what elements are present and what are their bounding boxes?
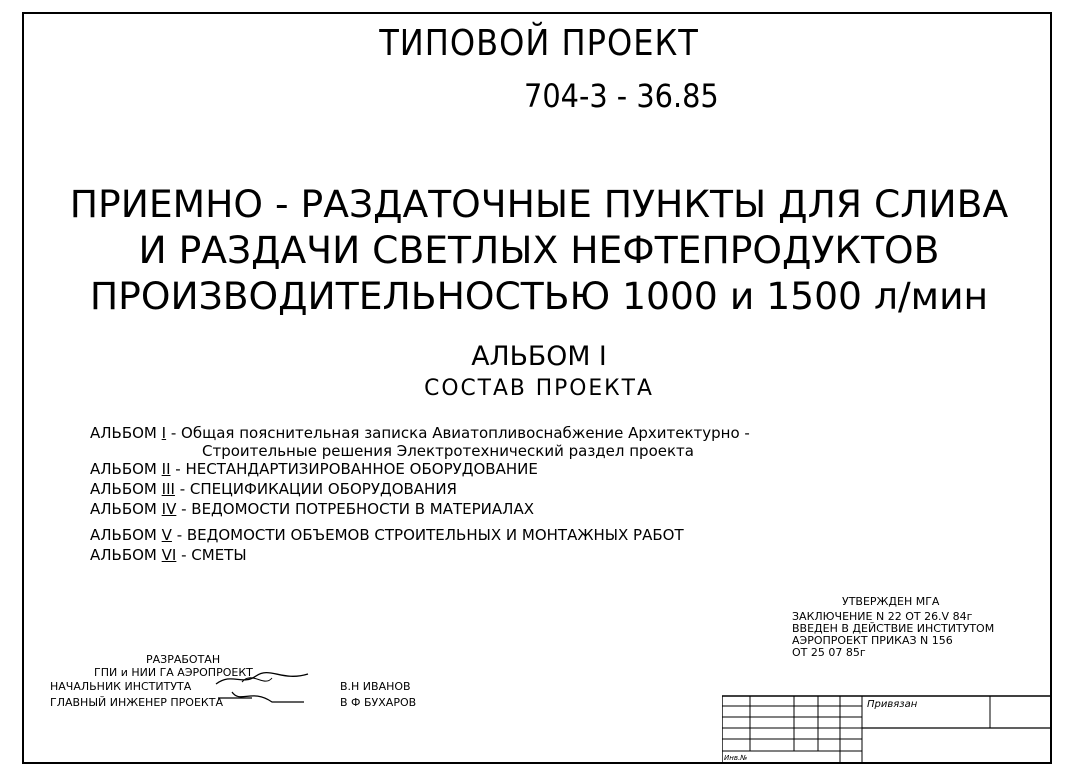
approval-line-1: УТВЕРЖДЕН МГА [842, 595, 940, 608]
project-code: 704-3 - 36.85 [524, 77, 719, 115]
album-number: V [161, 526, 172, 544]
album-prefix: АЛЬБОМ [90, 480, 157, 498]
album-prefix: АЛЬБОМ [90, 460, 157, 478]
album-heading: АЛЬБОМ I [471, 341, 607, 372]
developer-label: РАЗРАБОТАН [146, 653, 221, 666]
album-number: III [161, 480, 175, 498]
drawing-sheet [22, 12, 1052, 764]
role-chief-engineer: ГЛАВНЫЙ ИНЖЕНЕР ПРОЕКТА [50, 696, 223, 709]
album-item-3 [90, 482, 457, 497]
title-line-3: ПРОИЗВОДИТЕЛЬНОСТЬЮ 1000 и 1500 л/мин [89, 274, 989, 318]
album-description: - ВЕДОМОСТИ ОБЪЕМОВ СТРОИТЕЛЬНЫХ И МОНТАЖНЫХ РАБОТ [171, 526, 684, 544]
name-institute-head: В.Н ИВАНОВ [340, 680, 411, 693]
developer-organization: ГПИ и НИИ ГА АЭРОПРОЕКТ [94, 666, 253, 679]
approval-line-3: ВВЕДЕН В ДЕЙСТВИЕ ИНСТИТУТОМ [792, 622, 995, 635]
album-subheading: СОСТАВ ПРОЕКТА [424, 376, 654, 401]
name-chief-engineer: В Ф БУХАРОВ [340, 696, 417, 709]
album-description: - ВЕДОМОСТИ ПОТРЕБНОСТИ В МАТЕРИАЛАХ [176, 500, 534, 518]
role-institute-head: НАЧАЛЬНИК ИНСТИТУТА [50, 680, 192, 693]
album-description: - СПЕЦИФИКАЦИИ ОБОРУДОВАНИЯ [174, 480, 457, 498]
album-prefix: АЛЬБОМ [90, 500, 157, 518]
title-line-1: ПРИЕМНО - РАЗДАТОЧНЫЕ ПУНКТЫ ДЛЯ СЛИВА [69, 182, 1009, 226]
title-block-stamp [722, 694, 1052, 764]
album-item-1-continuation: Строительные решения Электротехнический раздел проекта [202, 442, 694, 460]
album-item-1 [90, 426, 750, 441]
approval-line-2: ЗАКЛЮЧЕНИЕ N 22 ОТ 26.V 84г [792, 610, 973, 623]
album-number: VI [161, 546, 177, 564]
stamp-inventory-label: Инв.№ [724, 754, 748, 762]
album-description: - НЕСТАНДАРТИЗИРОВАННОЕ ОБОРУДОВАНИЕ [170, 460, 538, 478]
album-item-4 [90, 502, 534, 517]
stamp-privyazan-label: Привязан [867, 699, 918, 710]
album-prefix: АЛЬБОМ [90, 424, 157, 442]
approval-line-5: ОТ 25 07 85г [792, 646, 866, 659]
album-number: IV [161, 500, 177, 518]
album-description: - Общая пояснительная записка Авиатопливоснабжение Архитектурно - [166, 424, 750, 442]
album-prefix: АЛЬБОМ [90, 546, 157, 564]
album-description: - СМЕТЫ [176, 546, 247, 564]
album-item-2 [90, 462, 538, 477]
document-type-heading: ТИПОВОЙ ПРОЕКТ [379, 23, 699, 64]
approval-line-4: АЭРОПРОЕКТ ПРИКАЗ N 156 [792, 634, 953, 647]
album-item-5 [90, 528, 684, 543]
album-prefix: АЛЬБОМ [90, 526, 157, 544]
title-line-2: И РАЗДАЧИ СВЕТЛЫХ НЕФТЕПРОДУКТОВ [138, 228, 940, 272]
album-number: I [161, 424, 167, 442]
album-number: II [161, 460, 171, 478]
signature-chief-engineer [212, 686, 312, 708]
album-item-6 [90, 548, 247, 563]
